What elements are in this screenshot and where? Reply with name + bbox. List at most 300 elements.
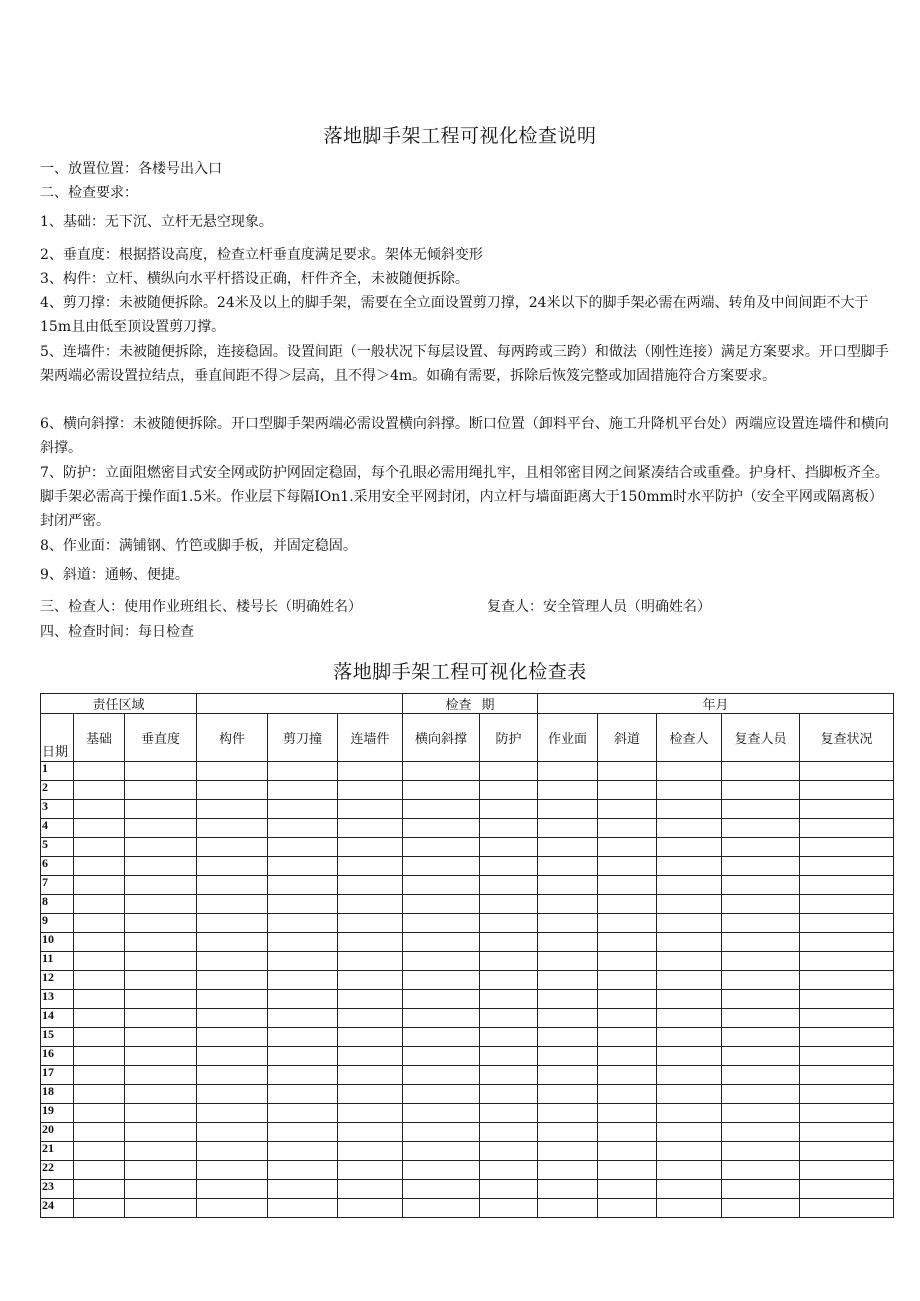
table-cell[interactable] [598, 895, 657, 914]
table-cell[interactable] [403, 819, 480, 838]
table-cell[interactable] [197, 876, 268, 895]
table-cell[interactable] [480, 819, 538, 838]
table-cell[interactable] [657, 800, 722, 819]
table-cell[interactable] [800, 1066, 894, 1085]
table-cell[interactable] [657, 762, 722, 781]
table-cell[interactable] [268, 933, 338, 952]
table-cell[interactable] [722, 914, 800, 933]
table-cell[interactable] [197, 819, 268, 838]
table-cell[interactable] [74, 762, 125, 781]
table-cell[interactable] [598, 1161, 657, 1180]
table-cell[interactable] [598, 1047, 657, 1066]
table-cell[interactable] [538, 914, 598, 933]
table-cell[interactable] [338, 971, 403, 990]
table-cell[interactable] [722, 1123, 800, 1142]
table-cell[interactable] [338, 800, 403, 819]
table-cell[interactable] [403, 990, 480, 1009]
table-cell[interactable] [125, 762, 197, 781]
table-cell[interactable] [480, 952, 538, 971]
table-cell[interactable] [338, 876, 403, 895]
table-cell[interactable] [800, 1199, 894, 1218]
table-cell[interactable] [480, 1066, 538, 1085]
table-cell[interactable] [480, 857, 538, 876]
table-cell[interactable] [657, 1104, 722, 1123]
table-cell[interactable] [657, 781, 722, 800]
table-cell[interactable] [74, 971, 125, 990]
table-cell[interactable] [480, 914, 538, 933]
table-cell[interactable] [74, 1066, 125, 1085]
table-cell[interactable] [74, 1047, 125, 1066]
table-row [41, 800, 894, 819]
table-cell[interactable] [722, 838, 800, 857]
table-cell[interactable] [197, 762, 268, 781]
table-cell[interactable] [480, 1142, 538, 1161]
table-cell[interactable] [598, 1104, 657, 1123]
table-cell[interactable] [268, 1180, 338, 1199]
column-header: 防护 [480, 714, 538, 762]
table-cell[interactable] [74, 1161, 125, 1180]
table-cell[interactable] [722, 952, 800, 971]
table-cell[interactable] [598, 952, 657, 971]
table-cell[interactable] [722, 990, 800, 1009]
table-cell[interactable] [657, 1142, 722, 1161]
table-cell[interactable] [538, 1104, 598, 1123]
table-cell[interactable] [125, 1047, 197, 1066]
table-cell[interactable] [125, 895, 197, 914]
table-cell[interactable] [74, 914, 125, 933]
table-cell[interactable] [657, 857, 722, 876]
table-cell[interactable] [338, 1009, 403, 1028]
table-cell[interactable] [722, 1199, 800, 1218]
table-cell[interactable] [125, 933, 197, 952]
table-cell[interactable] [403, 1104, 480, 1123]
table-cell[interactable] [403, 1009, 480, 1028]
table-cell[interactable] [403, 1180, 480, 1199]
table-cell[interactable] [657, 838, 722, 857]
table-cell[interactable] [722, 800, 800, 819]
table-cell[interactable] [598, 1009, 657, 1028]
table-cell[interactable] [74, 1199, 125, 1218]
table-cell[interactable] [74, 1028, 125, 1047]
table-cell[interactable] [722, 1009, 800, 1028]
table-cell[interactable] [125, 838, 197, 857]
table-cell[interactable] [74, 1180, 125, 1199]
table-cell[interactable] [657, 895, 722, 914]
table-cell[interactable] [197, 952, 268, 971]
table-cell[interactable] [722, 819, 800, 838]
table-cell[interactable] [598, 1066, 657, 1085]
table-cell[interactable] [125, 1009, 197, 1028]
table-cell[interactable] [480, 1009, 538, 1028]
table-cell[interactable] [338, 1066, 403, 1085]
table-cell[interactable] [538, 876, 598, 895]
table-cell[interactable] [74, 781, 125, 800]
table-cell[interactable] [338, 1142, 403, 1161]
table-cell[interactable] [338, 1028, 403, 1047]
table-cell[interactable] [125, 1104, 197, 1123]
table-cell[interactable] [74, 857, 125, 876]
table-cell[interactable] [338, 1123, 403, 1142]
table-cell[interactable] [800, 857, 894, 876]
inspection-time-line: 四、检查时间：每日检查 [40, 624, 194, 640]
table-cell[interactable] [480, 895, 538, 914]
column-header: 构件 [197, 714, 268, 762]
table-cell[interactable] [722, 876, 800, 895]
table-cell[interactable] [722, 1047, 800, 1066]
table-cell[interactable] [538, 781, 598, 800]
table-cell[interactable] [125, 914, 197, 933]
table-cell[interactable] [125, 971, 197, 990]
table-cell[interactable] [538, 1199, 598, 1218]
table-cell[interactable] [338, 933, 403, 952]
table-cell[interactable] [800, 781, 894, 800]
table-cell[interactable] [480, 781, 538, 800]
table-cell[interactable] [338, 819, 403, 838]
table-cell[interactable] [538, 762, 598, 781]
table-cell[interactable] [657, 914, 722, 933]
table-cell[interactable] [268, 1104, 338, 1123]
table-cell[interactable] [657, 952, 722, 971]
table-cell[interactable] [722, 1085, 800, 1104]
table-cell[interactable] [197, 1123, 268, 1142]
table-cell[interactable] [480, 971, 538, 990]
table-cell[interactable] [722, 762, 800, 781]
table-cell[interactable] [722, 857, 800, 876]
table-cell[interactable] [268, 990, 338, 1009]
table-cell[interactable] [538, 1047, 598, 1066]
table-cell[interactable] [800, 838, 894, 857]
table-cell[interactable] [538, 1180, 598, 1199]
table-cell[interactable] [722, 1028, 800, 1047]
table-cell[interactable] [598, 1142, 657, 1161]
table-cell[interactable] [338, 781, 403, 800]
table-cell[interactable] [598, 1199, 657, 1218]
table-cell[interactable] [800, 1142, 894, 1161]
table-cell[interactable] [657, 1199, 722, 1218]
table-cell[interactable] [538, 819, 598, 838]
day-number: 3 [41, 800, 74, 819]
table-cell[interactable] [338, 857, 403, 876]
table-cell[interactable] [800, 1085, 894, 1104]
table-cell[interactable] [480, 1085, 538, 1104]
table-cell[interactable] [480, 1180, 538, 1199]
table-cell[interactable] [800, 1161, 894, 1180]
table-cell[interactable] [268, 1142, 338, 1161]
table-cell[interactable] [338, 990, 403, 1009]
table-cell[interactable] [338, 952, 403, 971]
table-cell[interactable] [657, 933, 722, 952]
table-cell[interactable] [480, 800, 538, 819]
table-cell[interactable] [125, 1085, 197, 1104]
table-cell[interactable] [800, 1180, 894, 1199]
column-header: 复查人员 [722, 714, 800, 762]
table-cell[interactable] [197, 857, 268, 876]
table-cell[interactable] [657, 1180, 722, 1199]
table-cell[interactable] [403, 914, 480, 933]
table-cell[interactable] [268, 800, 338, 819]
table-cell[interactable] [538, 838, 598, 857]
table-cell[interactable] [268, 952, 338, 971]
table-cell[interactable] [197, 1085, 268, 1104]
table-cell[interactable] [403, 1161, 480, 1180]
table-cell[interactable] [125, 1199, 197, 1218]
table-cell[interactable] [657, 1161, 722, 1180]
table-cell[interactable] [538, 933, 598, 952]
table-cell[interactable] [403, 800, 480, 819]
table-cell[interactable] [538, 990, 598, 1009]
table-cell[interactable] [598, 1085, 657, 1104]
table-cell[interactable] [268, 1066, 338, 1085]
table-cell[interactable] [800, 800, 894, 819]
table-cell[interactable] [338, 762, 403, 781]
table-cell[interactable] [722, 1104, 800, 1123]
table-cell[interactable] [74, 952, 125, 971]
table-cell[interactable] [74, 933, 125, 952]
table-cell[interactable] [598, 1123, 657, 1142]
table-cell[interactable] [598, 914, 657, 933]
table-cell[interactable] [403, 933, 480, 952]
table-cell[interactable] [480, 838, 538, 857]
table-cell[interactable] [125, 1066, 197, 1085]
table-cell[interactable] [538, 895, 598, 914]
table-cell[interactable] [197, 1028, 268, 1047]
table-cell[interactable] [338, 1085, 403, 1104]
table-cell[interactable] [538, 1028, 598, 1047]
table-cell[interactable] [403, 762, 480, 781]
table-cell[interactable] [197, 781, 268, 800]
table-cell[interactable] [74, 838, 125, 857]
table-cell[interactable] [403, 1028, 480, 1047]
table-cell[interactable] [74, 819, 125, 838]
table-cell[interactable] [800, 933, 894, 952]
table-cell[interactable] [74, 1142, 125, 1161]
table-cell[interactable] [74, 990, 125, 1009]
table-cell[interactable] [403, 1047, 480, 1066]
table-cell[interactable] [125, 1180, 197, 1199]
table-cell[interactable] [197, 1180, 268, 1199]
table-cell[interactable] [657, 1123, 722, 1142]
table-cell[interactable] [800, 914, 894, 933]
table-cell[interactable] [800, 1028, 894, 1047]
table-cell[interactable] [538, 1009, 598, 1028]
table-cell[interactable] [197, 933, 268, 952]
table-cell[interactable] [125, 857, 197, 876]
table-cell[interactable] [197, 838, 268, 857]
area-value-cell[interactable] [197, 694, 403, 714]
table-cell[interactable] [125, 781, 197, 800]
table-cell[interactable] [125, 1028, 197, 1047]
requirement-item-2: 2、垂直度：根据搭设高度，检查立杆垂直度满足要求。架体无倾斜变形 [40, 247, 483, 263]
table-cell[interactable] [74, 1104, 125, 1123]
table-cell[interactable] [403, 1199, 480, 1218]
table-cell[interactable] [197, 1161, 268, 1180]
table-cell[interactable] [722, 1142, 800, 1161]
table-cell[interactable] [338, 1180, 403, 1199]
table-cell[interactable] [197, 1104, 268, 1123]
period-label: 期 [481, 697, 495, 712]
table-cell[interactable] [268, 1028, 338, 1047]
table-cell[interactable] [403, 895, 480, 914]
table-cell[interactable] [197, 990, 268, 1009]
table-cell[interactable] [197, 895, 268, 914]
table-cell[interactable] [538, 800, 598, 819]
table-row [41, 1142, 894, 1161]
table-cell[interactable] [268, 876, 338, 895]
table-cell[interactable] [800, 762, 894, 781]
table-cell[interactable] [403, 1142, 480, 1161]
table-cell[interactable] [598, 990, 657, 1009]
table-cell[interactable] [800, 1123, 894, 1142]
table-cell[interactable] [800, 1104, 894, 1123]
table-cell[interactable] [268, 1123, 338, 1142]
table-cell[interactable] [538, 971, 598, 990]
table-cell[interactable] [125, 1142, 197, 1161]
table-cell[interactable] [197, 1047, 268, 1066]
table-cell[interactable] [657, 1085, 722, 1104]
table-cell[interactable] [403, 1085, 480, 1104]
table-cell[interactable] [268, 895, 338, 914]
table-cell[interactable] [268, 914, 338, 933]
table-cell[interactable] [197, 1142, 268, 1161]
table-cell[interactable] [268, 971, 338, 990]
table-cell[interactable] [480, 876, 538, 895]
table-cell[interactable] [268, 1199, 338, 1218]
table-cell[interactable] [403, 952, 480, 971]
table-cell[interactable] [538, 1142, 598, 1161]
table-cell[interactable] [74, 1009, 125, 1028]
table-cell[interactable] [598, 857, 657, 876]
table-cell[interactable] [268, 1161, 338, 1180]
table-cell[interactable] [480, 1104, 538, 1123]
table-cell[interactable] [480, 1123, 538, 1142]
table-cell[interactable] [722, 781, 800, 800]
table-cell[interactable] [74, 895, 125, 914]
table-cell[interactable] [722, 1180, 800, 1199]
table-cell[interactable] [800, 971, 894, 990]
table-cell[interactable] [403, 857, 480, 876]
table-cell[interactable] [598, 800, 657, 819]
table-cell[interactable] [657, 990, 722, 1009]
table-cell[interactable] [722, 933, 800, 952]
table-cell[interactable] [538, 857, 598, 876]
table-cell[interactable] [598, 819, 657, 838]
table-cell[interactable] [480, 1047, 538, 1066]
table-cell[interactable] [657, 1028, 722, 1047]
table-cell[interactable] [197, 971, 268, 990]
table-cell[interactable] [800, 819, 894, 838]
table-cell[interactable] [403, 1066, 480, 1085]
table-cell[interactable] [197, 800, 268, 819]
table-cell[interactable] [197, 1199, 268, 1218]
table-cell[interactable] [268, 762, 338, 781]
table-cell[interactable] [125, 800, 197, 819]
table-cell[interactable] [338, 895, 403, 914]
table-cell[interactable] [480, 1028, 538, 1047]
table-cell[interactable] [268, 1085, 338, 1104]
table-cell[interactable] [480, 762, 538, 781]
table-cell[interactable] [125, 1123, 197, 1142]
table-cell[interactable] [598, 781, 657, 800]
table-cell[interactable] [338, 1161, 403, 1180]
table-cell[interactable] [268, 781, 338, 800]
table-cell[interactable] [74, 800, 125, 819]
table-cell[interactable] [538, 952, 598, 971]
table-cell[interactable] [657, 971, 722, 990]
table-cell[interactable] [657, 1009, 722, 1028]
table-cell[interactable] [268, 819, 338, 838]
table-cell[interactable] [722, 1161, 800, 1180]
table-cell[interactable] [800, 990, 894, 1009]
table-cell[interactable] [403, 838, 480, 857]
table-cell[interactable] [480, 1199, 538, 1218]
table-cell[interactable] [598, 762, 657, 781]
table-cell[interactable] [598, 1028, 657, 1047]
table-cell[interactable] [403, 876, 480, 895]
table-cell[interactable] [722, 895, 800, 914]
table-cell[interactable] [480, 990, 538, 1009]
table-cell[interactable] [800, 952, 894, 971]
table-cell[interactable] [197, 1066, 268, 1085]
table-cell[interactable] [338, 838, 403, 857]
table-cell[interactable] [403, 971, 480, 990]
table-cell[interactable] [338, 1104, 403, 1123]
table-cell[interactable] [598, 838, 657, 857]
table-cell[interactable] [125, 952, 197, 971]
table-cell[interactable] [197, 914, 268, 933]
day-number: 17 [41, 1066, 74, 1085]
table-cell[interactable] [598, 971, 657, 990]
table-cell[interactable] [480, 933, 538, 952]
table-cell[interactable] [722, 1066, 800, 1085]
table-cell[interactable] [657, 876, 722, 895]
table-cell[interactable] [74, 1123, 125, 1142]
table-header-row-2 [41, 714, 894, 762]
table-cell[interactable] [538, 1161, 598, 1180]
table-cell[interactable] [403, 1123, 480, 1142]
table-cell[interactable] [722, 971, 800, 990]
table-cell[interactable] [598, 876, 657, 895]
table-cell[interactable] [125, 819, 197, 838]
table-cell[interactable] [657, 1066, 722, 1085]
table-cell[interactable] [800, 1047, 894, 1066]
table-cell[interactable] [268, 838, 338, 857]
table-cell[interactable] [125, 1161, 197, 1180]
table-cell[interactable] [598, 1180, 657, 1199]
table-cell[interactable] [800, 895, 894, 914]
table-cell[interactable] [125, 876, 197, 895]
table-cell[interactable] [598, 933, 657, 952]
table-cell[interactable] [538, 1085, 598, 1104]
table-cell[interactable] [657, 1047, 722, 1066]
table-cell[interactable] [538, 1066, 598, 1085]
table-cell[interactable] [197, 1009, 268, 1028]
table-cell[interactable] [338, 1047, 403, 1066]
table-cell[interactable] [268, 1009, 338, 1028]
table-cell[interactable] [403, 781, 480, 800]
table-cell[interactable] [268, 1047, 338, 1066]
table-cell[interactable] [74, 876, 125, 895]
table-cell[interactable] [268, 857, 338, 876]
table-cell[interactable] [338, 914, 403, 933]
table-cell[interactable] [538, 1123, 598, 1142]
table-cell[interactable] [125, 990, 197, 1009]
table-cell[interactable] [800, 1009, 894, 1028]
table-cell[interactable] [74, 1085, 125, 1104]
table-cell[interactable] [800, 876, 894, 895]
table-cell[interactable] [480, 1161, 538, 1180]
table-cell[interactable] [338, 1199, 403, 1218]
table-cell[interactable] [657, 819, 722, 838]
